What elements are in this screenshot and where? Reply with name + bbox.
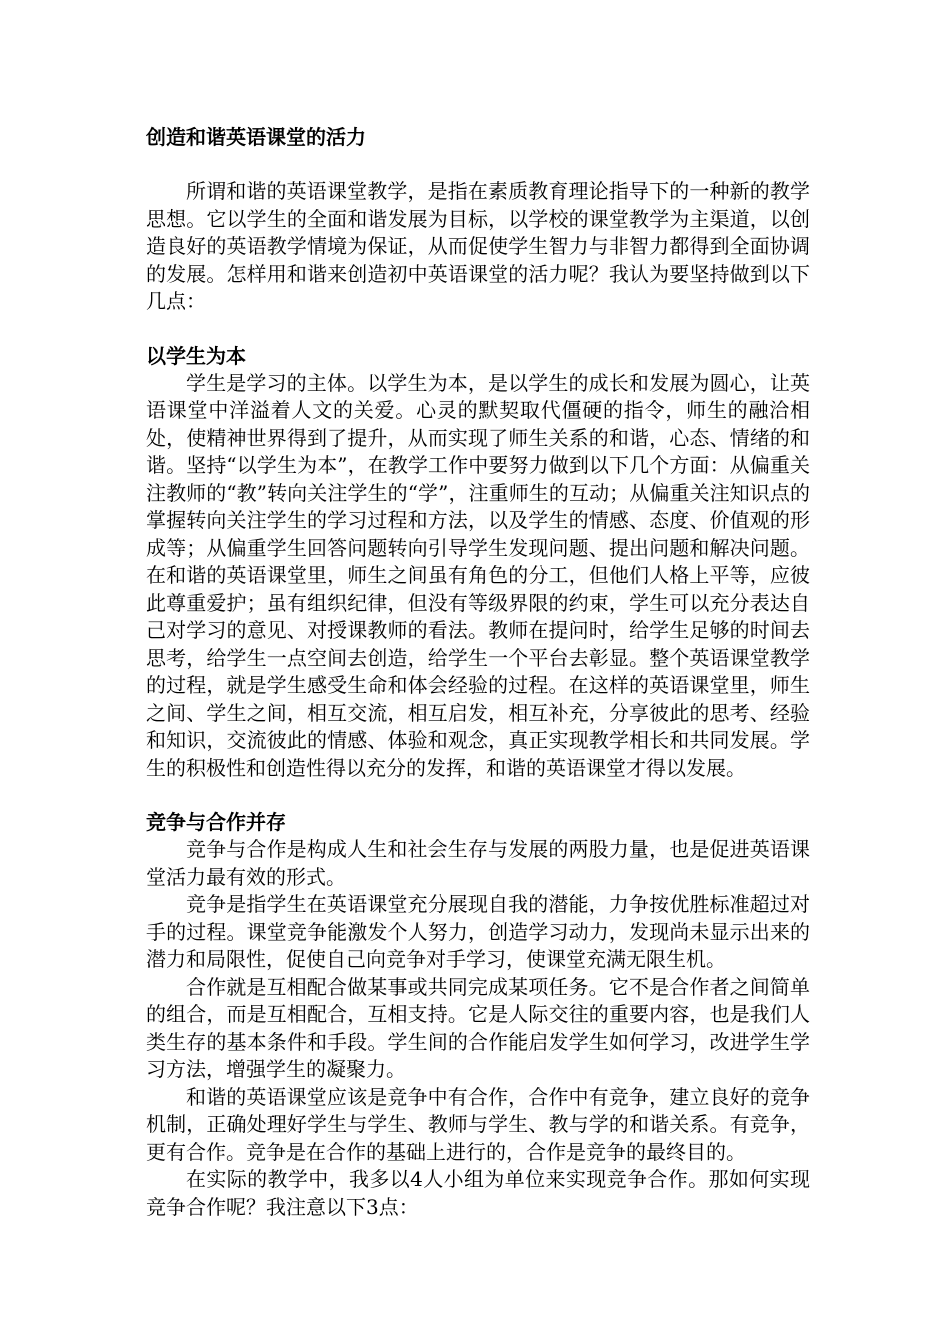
body-paragraph: 和谐的英语课堂应该是竞争中有合作，合作中有竞争，建立良好的竞争机制，正确处理好学生与学生、教师与学生、教与学的和谐关系。有竞争，更有合作。竞争是在合作的基础上进行的，合作是竞争的最终目的。 (146, 1084, 810, 1164)
body-paragraph: 在实际的教学中，我多以4人小组为单位来实现竞争合作。那如何实现竞争合作呢？我注意以下3点： (146, 1167, 810, 1219)
section-heading: 竞争与合作并存 (146, 810, 286, 834)
intro-paragraph: 所谓和谐的英语课堂教学，是指在素质教育理论指导下的一种新的教学思想。它以学生的全面和谐发展为目标，以学校的课堂教学为主渠道，以创造良好的英语教学情境为保证，从而促使学生智力与非智力都得到全面协调的发展。怎样用和谐来创造初中英语课堂的活力呢？我认为要坚持做到以下几点： (146, 179, 810, 313)
document-title: 创造和谐英语课堂的活力 (146, 125, 366, 149)
section-student-centered (146, 343, 810, 783)
body-paragraph: 竞争是指学生在英语课堂充分展现自我的潜能，力争按优胜标准超过对手的过程。课堂竞争能激发个人努力，创造学习动力，发现尚未显示出来的潜力和局限性，促使自己向竞争对手学习，使课堂充满无限生机。 (146, 892, 810, 971)
section-competition-cooperation (146, 809, 810, 1221)
section-heading: 以学生为本 (146, 343, 246, 368)
body-paragraph: 竞争与合作是构成人生和社会生存与发展的两股力量，也是促进英语课堂活力最有效的形式。 (146, 837, 810, 889)
body-paragraph: 合作就是互相配合做某事或共同完成某项任务。它不是合作者之间简单的组合，而是互相配合，互相支持。它是人际交往的重要内容，也是我们人类生存的基本条件和手段。学生间的合作能启发学生如何学习，改进学生学习方法，增强学生的凝聚力。 (146, 974, 810, 1081)
body-paragraph: 学生是学习的主体。以学生为本，是以学生的成长和发展为圆心，让英语课堂中洋溢着人文的关爱。心灵的默契取代僵硬的指令，师生的融洽相处，使精神世界得到了提升，从而实现了师生关系的和谐，心态、情绪的和谐。坚持“以学生为本”，在教学工作中要努力做到以下几个方面：从偏重关注教师的“教”转向关注学生的“学”，注重师生的互动；从偏重关注知识点的掌握转向关注学生的学习过程和方法，以及学生的情感、态度、价值观的形成等；从偏重学生回答问题转向引导学生发现问题、提出问题和解决问题。在和谐的英语课堂里，师生之间虽有角色的分工，但他们人格上平等，应彼此尊重爱护；虽有组织纪律，但没有等级界限的约束，学生可以充分表达自己对学习的意见、对授课教师的看法。教师在提问时，给学生足够的时间去思考，给学生一点空间去创造，给学生一个平台去彰显。整个英语课堂教学的过程，就是学生感受生命和体会经验的过程。在这样的英语课堂里，师生之间、学生之间，相互交流，相互启发，相互补充，分享彼此的思考、经验和知识，交流彼此的情感、体验和观念，真正实现教学相长和共同发展。学生的积极性和创造性得以充分的发挥，和谐的英语课堂才得以发展。 (146, 370, 810, 780)
document-body (146, 124, 810, 1221)
